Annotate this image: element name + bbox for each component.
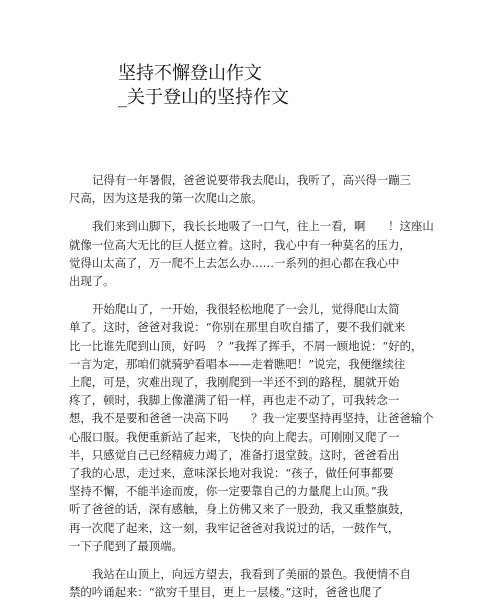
text-line: 上爬，可是，灾难出现了，我刚爬到一半还不到的路程，腿就开始 [69, 375, 400, 390]
text-line: 尺高，因为这是我的第一次爬山之旅。 [69, 191, 263, 206]
text-line: 出现了。 [69, 274, 115, 289]
text-line: 比一比谁先爬到山顶，好吗 ？”我挥了挥手，不屑一顾地说：“好的， [69, 338, 423, 353]
paragraph-2 [69, 217, 434, 290]
text-line: 听了爸爸的话，深有感触，身上仿佛又来了一股劲，我又重整旗鼓， [69, 502, 411, 517]
text-line: 疼了，顿时，我脚上像灌满了铅一样，再也走不动了，可我转念一 [69, 393, 400, 408]
text-line: 禁的吟诵起来：“欲穷千里目，更上一层楼。”这时，爸爸也爬了 [69, 585, 383, 600]
text-line: 再一次爬了起来，这一刻，我牢记爸爸对我说过的话，一鼓作气， [69, 520, 400, 535]
title-line-2: _关于登山的坚持作文 [118, 87, 289, 108]
article-body [69, 171, 434, 611]
text-line: 了我的心思，走过来，意味深长地对我说：“孩子，做任何事都要 [69, 466, 394, 481]
paragraph-4 [69, 565, 411, 601]
text-line: 心服口服。我便重新站了起来，飞快的向上爬去。可刚刚又爬了一 [69, 429, 400, 444]
paragraph-1 [69, 171, 411, 207]
text-line: 一下子爬到了最顶端。 [69, 538, 183, 553]
text-line: 单了。这时，爸爸对我说：“你别在那里自吹自擂了，要不我们就来 [69, 320, 406, 335]
text-line: 半，只感觉自己已经精疲力竭了，准备打退堂鼓。这时，爸爸看出 [69, 447, 400, 462]
text-line: 就像一位高大无比的巨人挺立着。这时，我心中有一种莫名的压力， [69, 237, 411, 252]
text-line: 记得有一年暑假，爸爸说要带我去爬山，我听了，高兴得一蹦三 [92, 173, 411, 187]
text-line: 坚持不懈，不能半途而废，你一定要靠自己的力量爬上山顶。”我 [69, 484, 389, 499]
text-line: 我站在山顶上，向远方望去，我看到了美丽的景色。我便情不自 [92, 567, 411, 582]
text-line: 我们来到山脚下，我长长地吸了一口气，往上一看，啊 ！这座山 [92, 219, 434, 234]
paragraph-3 [69, 300, 434, 555]
text-line: 想，我不是要和爸爸一决高下吗 ？我一定要坚持再坚持，让爸爸输个 [69, 411, 434, 426]
title-line-1: 坚持不懈登山作文 [118, 63, 262, 84]
text-line: 一言为定，那咱们就骑驴看唱本——走着瞧吧！”说完，我便继续往 [69, 356, 406, 371]
text-line: 觉得山太高了，万一爬不上去怎么办……一系列的担心都在我心中 [69, 255, 400, 270]
text-line: 开始爬山了，一开始，我很轻松地爬了一会儿，觉得爬山太简 [92, 302, 400, 317]
document-title [118, 62, 438, 110]
